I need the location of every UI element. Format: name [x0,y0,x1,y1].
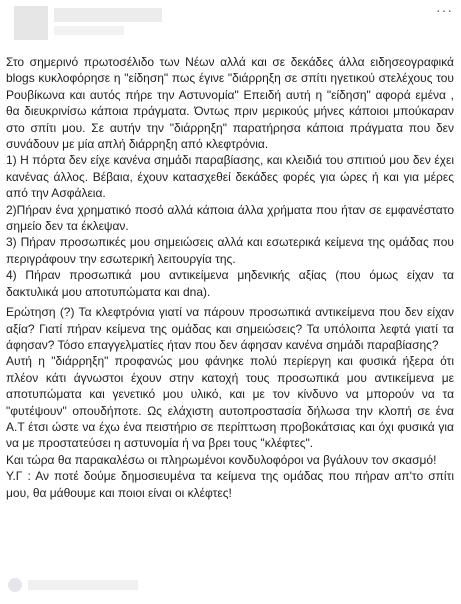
post-paragraph-intro: Στο σημερινό πρωτοσέλιδο των Νέων αλλά και σε δεκάδες άλλα ειδησεογραφικά blogs κυκλοφόρησε η "είδηση" πως έγινε "διάρρηξη σε σπίτι ηγετικού στελέχους του Ρουβίκωνα και αυτός πήρε την Αστυνομία" Επειδή αυτή η "είδηση" αφορά εμένα , θα διευκρινίσω κάποια πράγματα. Όντως πριν μερικούς μήνες κάποιοι μπούκαραν στο σπίτι μου. Σε αυτήν την "διάρρηξη" παρατήρησα κάποια πράγματα που δεν συνάδουν με μία απλή διάρρηξη από κλεφτρόνια. [6,55,454,152]
reaction-icon[interactable] [8,578,22,592]
more-options-icon[interactable]: ··· [436,2,453,18]
post-paragraph-point-2: 2)Πήραν ένα χρηματικό ποσό αλλά κάποια άλλα χρήματα που ήταν σε εμφανέστατο σημείο δεν τα έκλεψαν. [6,202,454,234]
author-name-redacted[interactable] [54,8,162,22]
post-paragraph-closing: Και τώρα θα παρακαλέσω οι πληρωμένοι κονδυλοφόροι να βγάλουν τον σκασμό! [6,452,437,467]
post-meta-redacted [54,26,124,35]
post-paragraph-question: Ερώτηση (?) Τα κλεφτρόνια γιατί να πάρουν προσωπικά αντικείμενα που δεν είχαν αξία? Γιατί πήραν κείμενα της ομάδας και σημειώσεις? Τα υπόλοιπα λεφτά γιατί τα άφησαν? Τόσο επαγγελματίες ήταν που δεν άφησαν κανένα σημάδι παραβίασης? [6,305,454,352]
post-paragraph-point-3: 3) Πήραν προσωπικές μου σημειώσεις αλλά και εσωτερικά κείμενα της ομάδας που περιγράφουν την εσωτερική λειτουργία της. [6,235,454,266]
post-footer [0,575,461,604]
avatar[interactable] [14,6,48,40]
post-paragraph-point-1: 1) Η πόρτα δεν είχε κανένα σημάδι παραβίασης, και κλειδιά του σπιτιού μου δεν έχει κανένας άλλος. Βέβαια, έχουν κατασχεθεί δεκάδες φορές για ώρες ή και για μέρες από την Ασφάλεια. [6,153,454,201]
post-paragraph-ps: Υ.Γ : Αν ποτέ δούμε δημοσιευμένα τα κείμενα της ομάδας που πήραν απ'το σπίτι μου, θα μάθουμε και ποιοι είναι οι κλέφτες! [6,469,454,500]
post-paragraph-explanation: Αυτή η "διάρρηξη" προφανώς μου φάνηκε πολύ περίεργη και φυσικά ήξερα ότι πλέον κάτι άγνωστοι έχουν στην κατοχή τους προσωπικά μου αντικείμενα με αποτυπώματα και γενετικό μου υλικό, και με τον κίνδυνο να μπορούν να τα "φυτέψουν" οπουδήποτε. Ως ελάχιστη αυτοπροστασία δήλωσα την κλοπή σε ένα Α.Τ έτσι ώστε να έχω ένα πειστήριο σε περίπτωση προβοκάτσιας και όχι φυσικά για να με προστατεύσει η αστυνομία ή να βρει τους "κλέφτες". [6,354,454,451]
reactions-redacted[interactable] [28,580,138,590]
post-paragraph-point-4: 4) Πήραν προσωπικά μου αντικείμενα μηδενικής αξίας (που όμως είχαν τα δακτυλικά μου αποτυπώματα και dna). [6,268,454,299]
post-body [6,54,454,501]
post-header [0,0,461,50]
